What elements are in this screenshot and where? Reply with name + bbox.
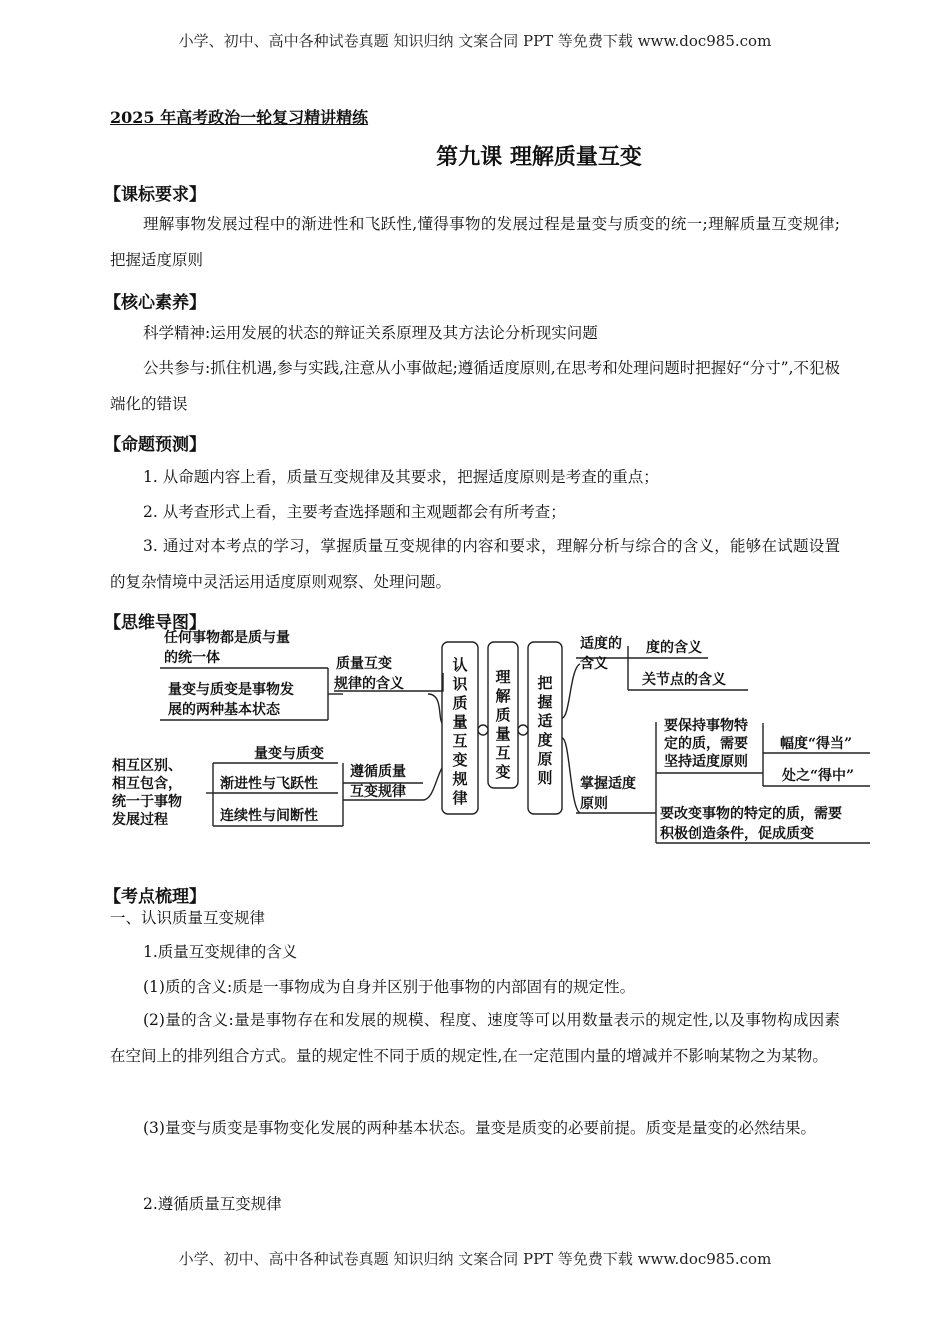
- mingti-p3: 3. 通过对本考点的学习，掌握质量互变规律的内容和要求，理解分析与综合的含义，能够在试题设置的复杂情境中灵活运用适度原则观察、处理问题。: [110, 537, 840, 591]
- doc-subtitle: 2025 年高考政治一轮复习精讲精练: [110, 108, 369, 127]
- mm-mid-bot-1: 遵循质量: [350, 764, 406, 780]
- mm-rt-2: 关节点的含义: [642, 672, 726, 688]
- kaodian-item2: 2.遵循质量互变规律: [143, 1195, 282, 1213]
- mingti-p2: 2. 从考查形式上看，主要考查选择题和主观题都会有所考查；: [143, 503, 566, 521]
- mm-left-top-3: 量变与质变是事物发: [168, 682, 294, 698]
- mm-mid-top-1: 质量互变: [336, 656, 392, 672]
- mm-mid-bot-2: 互变规律: [350, 784, 406, 800]
- mm-rb-1: 要保持事物特: [664, 718, 748, 734]
- mm-right-bot: 掌握适度: [580, 776, 636, 792]
- mm-rb-7: 积极创造条件，促成质变: [660, 826, 814, 842]
- mind-map: [108, 628, 878, 854]
- mingti-p1: 1. 从命题内容上看，质量互变规律及其要求，把握适度原则是考查的重点；: [143, 468, 659, 486]
- hexin-p2: 公共参与:抓住机遇,参与实践,注意从小事做起;遵循适度原则,在思考和处理问题时把握好“分寸”,不犯极端化的错误: [110, 359, 841, 413]
- mm-center-1: 认识质量互变规律: [452, 656, 468, 807]
- mm-rb-3: 坚持适度原则: [664, 754, 748, 770]
- kaodian-item1: 1.质量互变规律的含义: [143, 943, 298, 961]
- mm-far-left-1: 相互区别、: [112, 758, 182, 774]
- mm-left-top-1: 任何事物都是质与量: [164, 630, 290, 646]
- section-heading-hexin: 【核心素养】: [104, 293, 206, 313]
- section-heading-siwei: 【思维导图】: [104, 613, 206, 633]
- mm-rb-2: 定的质，需要: [664, 736, 748, 752]
- mm-left-top-4: 展的两种基本状态: [168, 702, 280, 718]
- section-heading-kaodian: 【考点梳理】: [104, 887, 206, 907]
- mm-left-top-2: 的统一体: [164, 650, 220, 666]
- doc-title: 第九课 理解质量互变: [436, 144, 642, 170]
- mm-rb-5: 处之“得中”: [782, 768, 855, 784]
- mm-right-top: 适度的: [580, 636, 622, 652]
- mm-right-top-2: 含义: [580, 656, 608, 672]
- kaodian-q2: (2)量的含义:量是事物存在和发展的规模、程度、速度等可以用数量表示的规定性,以及事物构成因素在空间上的排列组合方式。量的规定性不同于质的规定性,在一定范围内量的增减并不影响某物之为某物。: [110, 1011, 840, 1065]
- kaodian-q1: (1)质的含义:质是一事物成为自身并区别于他事物的内部固有的规定性。: [143, 978, 636, 996]
- page-header: 小学、初中、高中各种试卷真题 知识归纳 文案合同 PPT 等免费下载 www.doc985.com: [178, 32, 772, 50]
- kaodian-part1: 一、认识质量互变规律: [110, 909, 266, 927]
- section-heading-kebiao: 【课标要求】: [104, 185, 206, 205]
- hexin-p1: 科学精神:运用发展的状态的辩证关系原理及其方法论分析现实问题: [143, 324, 598, 342]
- page-footer: 小学、初中、高中各种试卷真题 知识归纳 文案合同 PPT 等免费下载 www.doc985.com: [178, 1250, 772, 1268]
- mm-far-left-4: 发展过程: [112, 812, 168, 828]
- mm-left-bot-3: 连续性与间断性: [220, 808, 318, 824]
- section-heading-mingti: 【命题预测】: [104, 435, 206, 455]
- mm-left-bot-1: 量变与质变: [254, 746, 324, 762]
- mm-center-2: 理解质量互变: [495, 668, 511, 781]
- mm-far-left-3: 统一于事物: [112, 794, 182, 810]
- kebiao-text: 理解事物发展过程中的渐进性和飞跃性,懂得事物的发展过程是量变与质变的统一;理解质量互变规律;把握适度原则: [110, 215, 840, 269]
- kaodian-q3: (3)量变与质变是事物变化发展的两种基本状态。量变是质变的必要前提。质变是量变的必然结果。: [143, 1119, 816, 1137]
- mm-rb-4: 幅度“得当”: [780, 736, 853, 752]
- mm-rb-6: 要改变事物的特定的质，需要: [660, 806, 842, 822]
- mm-mid-top-2: 规律的含义: [334, 676, 404, 692]
- mm-left-bot-2: 渐进性与飞跃性: [220, 776, 318, 792]
- mm-rt-1: 度的含义: [646, 640, 702, 656]
- mm-right-bot-2: 原则: [580, 796, 608, 812]
- mm-center-3: 把握适度原则: [537, 674, 553, 787]
- mm-far-left-2: 相互包含，: [112, 776, 182, 792]
